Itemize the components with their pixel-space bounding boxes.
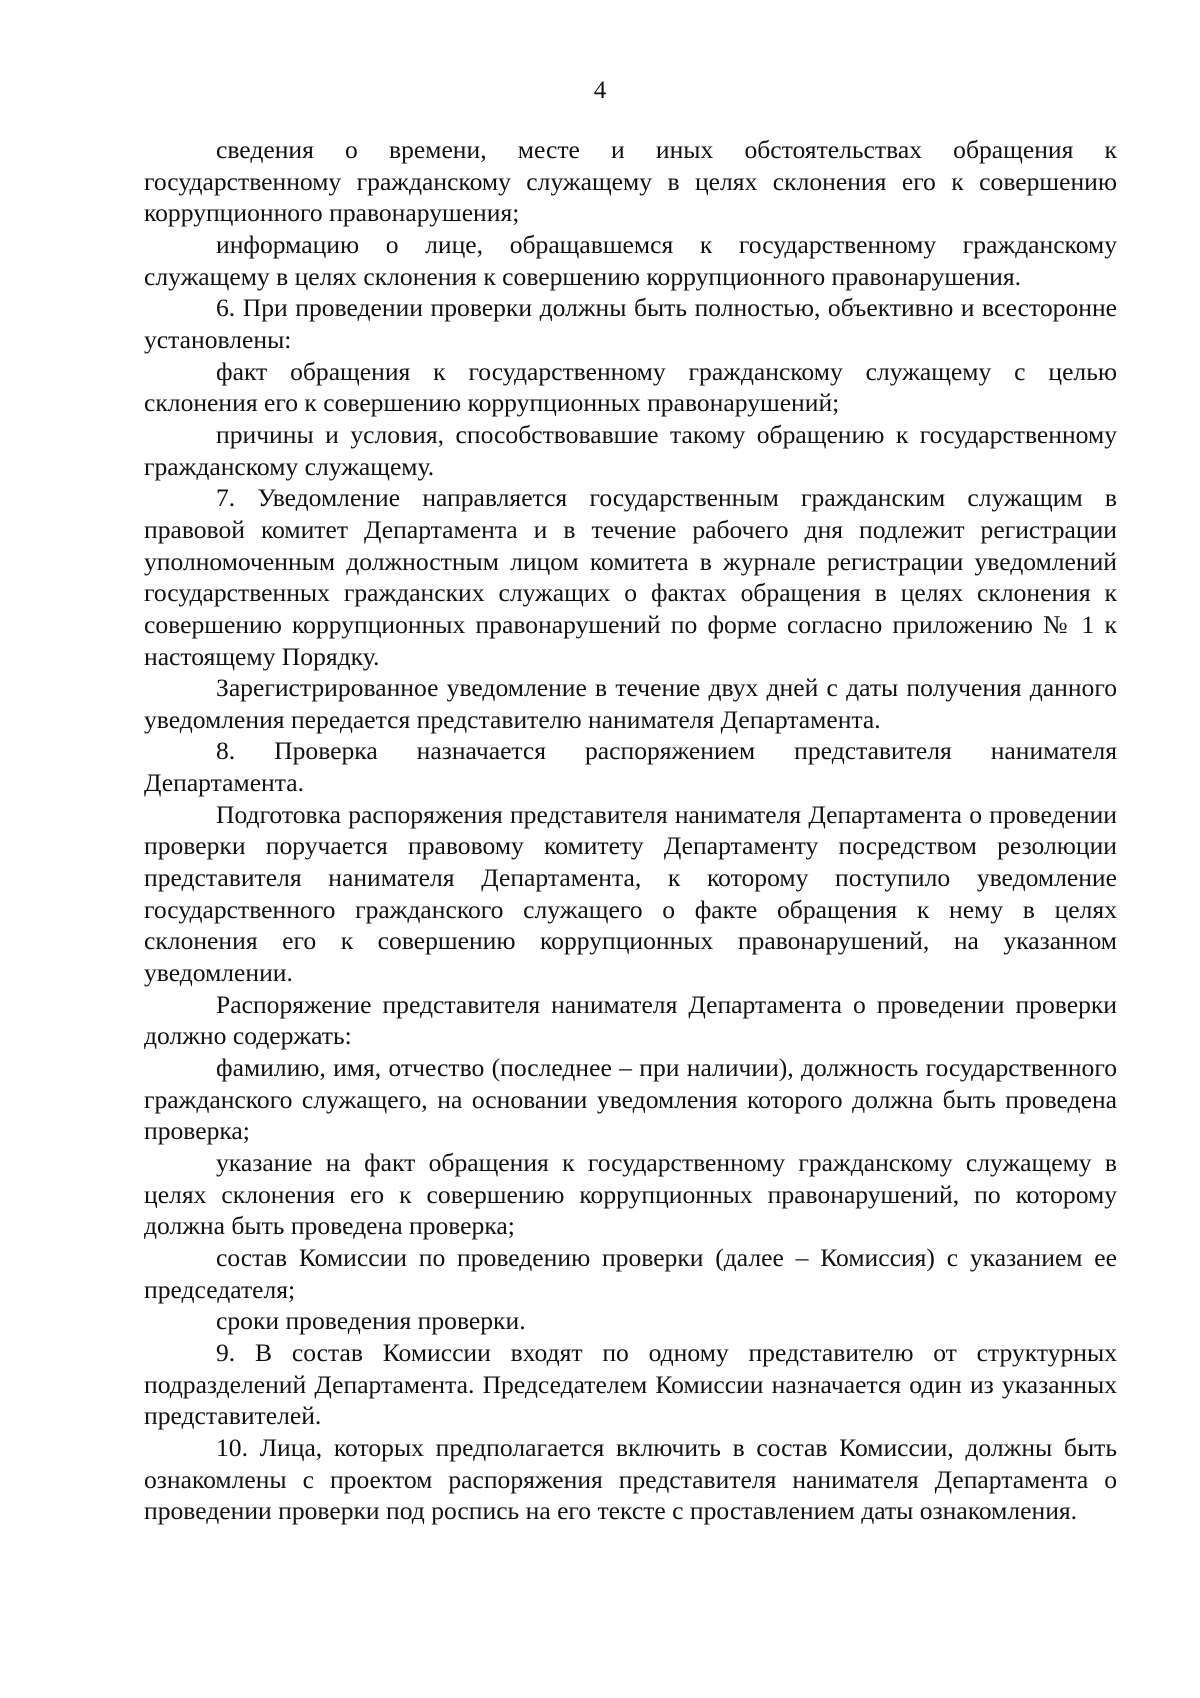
paragraph-4: факт обращения к государственному гражданскому служащему с целью склонения его к совершению коррупционных правонарушений; <box>144 356 1117 418</box>
paragraph-8: 8. Проверка назначается распоряжением представителя нанимателя Департамента. <box>144 736 1117 798</box>
paragraph-1: сведения о времени, месте и иных обстоятельствах обращения к государственному гражданскому служащему в целях склонения его к совершению коррупционного правонарушения; <box>144 135 1117 228</box>
paragraph-16: 10. Лица, которых предполагается включить в состав Комиссии, должны быть ознакомлены с проектом распоряжения представителя нанимателя Департамента о проведении проверки под роспись на его тексте с проставлением даты ознакомления. <box>144 1432 1117 1526</box>
paragraph-11: фамилию, имя, отчество (последнее – при наличии), должность государственного гражданского служащего, на основании уведомления которого должна быть проведена проверка; <box>144 1053 1117 1146</box>
paragraph-5: причины и условия, способствовавшие такому обращению к государственному гражданскому служащему. <box>144 419 1117 481</box>
paragraph-6: 7. Уведомление направляется государственным гражданским служащим в правовой комитет Департамента и в течение рабочего дня подлежит регистрации уполномоченным должностным лицом комитета в журнале регистрации уведомлений государственных гражданских служащих о фактах обращения в целях склонения к совершению коррупционных правонарушений по форме согласно приложению № 1 к настоящему Порядку. <box>144 483 1117 671</box>
paragraph-13: состав Комиссии по проведению проверки (далее – Комиссия) с указанием ее председателя; <box>144 1242 1117 1304</box>
document-body <box>144 134 1117 1527</box>
page-number: 4 <box>593 77 607 104</box>
paragraph-3: 6. При проведении проверки должны быть полностью, объективно и всесторонне установлены: <box>144 293 1117 354</box>
paragraph-15: 9. В состав Комиссии входят по одному представителю от структурных подразделений Департамента. Председателем Комиссии назначается один из указанных представителей. <box>144 1337 1117 1431</box>
paragraph-7: Зарегистрированное уведомление в течение двух дней с даты получения данного уведомления передается представителю нанимателя Департамента. <box>144 673 1117 734</box>
paragraph-2: информацию о лице, обращавшемся к государственному гражданскому служащему в целях склонения к совершению коррупционного правонарушения. <box>144 229 1117 291</box>
paragraph-12: указание на факт обращения к государственному гражданскому служащему в целях склонения его к совершению коррупционных правонарушений, по которому должна быть проведена проверка; <box>144 1148 1117 1241</box>
paragraph-10: Распоряжение представителя нанимателя Департамента о проведении проверки должно содержать: <box>144 989 1117 1051</box>
paragraph-14: сроки проведения проверки. <box>216 1306 526 1336</box>
paragraph-9: Подготовка распоряжения представителя нанимателя Департамента о проведении проверки поручается правовому комитету Департаменту посредством резолюции представителя нанимателя Департамента, к которому поступило уведомление государственного гражданского служащего о факте обращения к нему в целях склонения его к совершению коррупционных правонарушений, на указанном уведомлении. <box>144 799 1117 988</box>
